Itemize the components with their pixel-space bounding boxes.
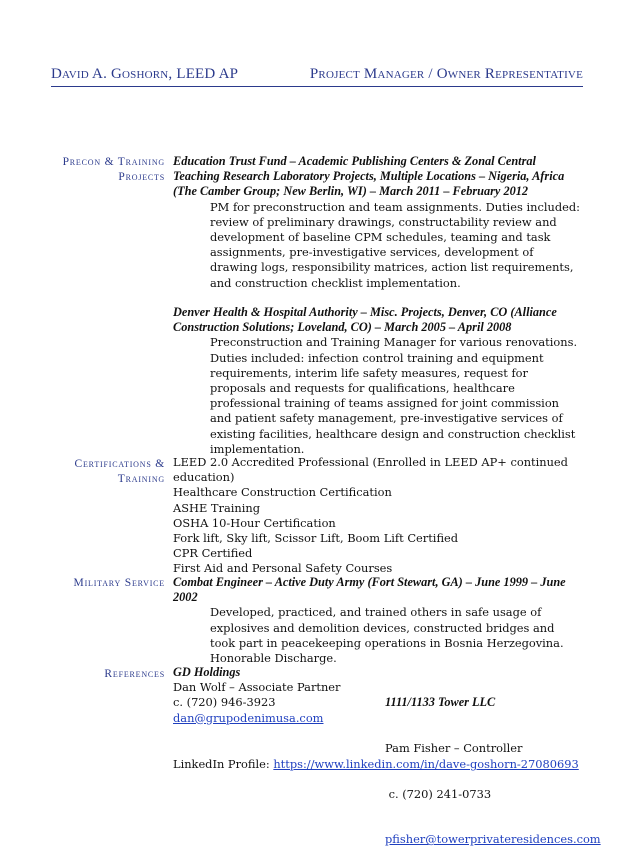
- precon-entry-1: [173, 154, 583, 291]
- reference-email-link[interactable]: pfisher@towerprivateresidences.com: [385, 832, 601, 847]
- linkedin-label: LinkedIn Profile:: [173, 757, 274, 771]
- reference-contact: Dan Wolf – Associate Partner: [173, 680, 341, 695]
- entry-title: Denver Health & Hospital Authority – Misc. Projects, Denver, CO (Alliance Construction Solutions; Loveland, CO) – March 2005 – April 2008: [173, 305, 557, 335]
- precon-entry-2: [173, 305, 583, 457]
- linkedin-link[interactable]: https://www.linkedin.com/in/dave-goshorn-27080693: [273, 757, 579, 771]
- entry-body: Preconstruction and Training Manager for various renovations. Duties included: infection control training and equipment requirements, interim life safety measures, request for proposals and requests for qualifications, healthcare professional training of teams assigned for joint commission and patient safety management, pre-investigative services of existing facilities, healthcare design and construction checklist implementation.: [210, 335, 578, 456]
- section-label-references: References: [104, 668, 165, 680]
- certifications-list: [173, 455, 583, 577]
- list-item: LEED 2.0 Accredited Professional (Enrolled in LEED AP+ continued education): [173, 455, 568, 485]
- reference-contact: Pam Fisher – Controller: [385, 741, 523, 756]
- reference-company: GD Holdings: [173, 665, 241, 679]
- list-item: CPR Certified: [173, 546, 253, 561]
- section-label-precon: Precon & Training Projects: [62, 156, 165, 183]
- list-item: First Aid and Personal Safety Courses: [173, 561, 393, 576]
- list-item: ASHE Training: [173, 500, 260, 515]
- section-label-military: Military Service: [73, 577, 165, 589]
- military-entry: [173, 575, 583, 666]
- list-item: Fork lift, Sky lift, Scissor Lift, Boom Lift Certified: [173, 531, 459, 546]
- list-item: OSHA 10-Hour Certification: [173, 515, 336, 530]
- candidate-name: David A. Goshorn, LEED AP: [51, 66, 239, 82]
- reference-company: 1111/1133 Tower LLC: [385, 695, 496, 710]
- entry-title: Education Trust Fund – Academic Publishing Centers & Zonal Central Teaching Research Laboratory Projects, Multiple Locations – Nigeria, Africa (The Camber Group; New Berlin, WI) – March 2011 – February 2012: [173, 154, 565, 199]
- entry-body: PM for preconstruction and team assignments. Duties included: review of preliminary drawings, constructability review and development of baseline CPM schedules, teaming and task assignments, pre-investigative services, development of drawing logs, responsibility matrices, action list requirements, and construction checklist implementation.: [210, 199, 581, 290]
- candidate-role: Project Manager / Owner Representative: [309, 66, 583, 82]
- entry-title: Combat Engineer – Active Duty Army (Fort Stewart, GA) – June 1999 – June 2002: [173, 575, 566, 605]
- reference-left: [173, 665, 373, 726]
- reference-phone: c. (720) 241-0733: [385, 786, 492, 801]
- section-label-certifications: Certifications & Training: [74, 458, 165, 485]
- reference-phone: c. (720) 946-3923: [173, 695, 276, 710]
- reference-email-link[interactable]: dan@grupodenimusa.com: [173, 710, 324, 725]
- linkedin-line: [173, 757, 593, 772]
- entry-body: Developed, practiced, and trained others in safe usage of explosives and demolition devices, constructed bridges and took part in peacekeeping operations in Bosnia Herzegovina. Honorable Discharge.: [210, 605, 564, 666]
- list-item: Healthcare Construction Certification: [173, 485, 392, 500]
- resume-header: [51, 66, 583, 87]
